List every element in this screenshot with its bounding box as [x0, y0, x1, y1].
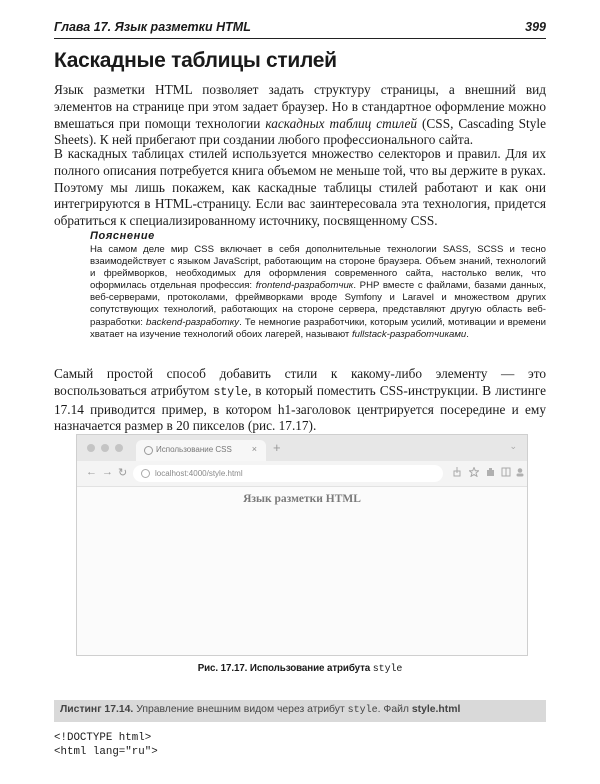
- tab-close-icon[interactable]: ×: [251, 444, 257, 454]
- address-url: localhost:4000/style.html: [155, 469, 243, 478]
- header-rule: [54, 38, 546, 39]
- tab-title: Использование CSS: [156, 445, 232, 454]
- sidebar-icon[interactable]: [501, 467, 511, 477]
- back-arrow-icon[interactable]: ←: [86, 466, 97, 478]
- browser-screenshot: [76, 434, 528, 656]
- star-icon[interactable]: [469, 467, 479, 477]
- browser-tab[interactable]: [136, 440, 266, 461]
- paragraph-1: Язык разметки HTML позволяет задать структуру страницы, а внешний вид элементов на странице при этом задает браузер. Но в стандартное оформление можно вмешаться при помощи технологии каскадных таблиц стилей (CSS, Cascading Style Sheets). К ней прибегают при создании любого профессионального сайта.: [54, 82, 546, 148]
- figure-caption: Рис. 17.17. Использование атрибута style: [197, 663, 403, 675]
- note-title: Пояснение: [90, 230, 155, 242]
- listing-title-bar: Листинг 17.14. Управление внешним видом через атрибут style. Файл style.html: [54, 700, 546, 722]
- new-tab-icon[interactable]: +: [273, 440, 281, 455]
- paragraph-2: В каскадных таблицах стилей используется множество селекторов и правил. Для их полного описания потребуется книга объемом не меньше той, что вы держите в руках. Поэтому мы лишь покажем, как каскадные таблицы стилей работают и как они интегрируются в HTML-страницу. Если вас заинтересовала эта технология, придется обратиться к специализированному источнику, посвященному CSS.: [54, 146, 546, 229]
- code-line: <!DOCTYPE html>: [54, 732, 152, 744]
- share-icon[interactable]: [452, 467, 462, 477]
- window-minimize-dot[interactable]: [101, 444, 109, 452]
- browser-tab-bar: [77, 435, 527, 461]
- chevron-down-icon[interactable]: ⌄: [509, 441, 517, 451]
- running-head: [54, 20, 546, 38]
- reload-icon[interactable]: ↻: [118, 467, 128, 479]
- forward-arrow-icon[interactable]: →: [102, 466, 113, 478]
- globe-icon: [144, 446, 153, 455]
- profile-icon[interactable]: [515, 467, 525, 477]
- window-maximize-dot[interactable]: [115, 444, 123, 452]
- rendered-h1-heading: Язык разметки HTML: [243, 493, 361, 505]
- chapter-title: Глава 17. Язык разметки HTML: [54, 20, 251, 34]
- note-text: На самом деле мир CSS включает в себя дополнительные технологии SASS, SCSS и тесно взаимодействует с языком JavaScript, работающим на стороне браузера. Объем знаний, технологий и фреймворков, необходимых для оформления современного сайта, настолько велик, что оформилась отдельная профессия: frontend-разработчик. PHP вместе с файлами, базами данных, веб-серверами, протоколами, фреймворками вроде Symfony и Laravel и множеством других сопутствующих технологий, работающих на стороне сервера, представляют другую область веб-разработки: backend-разработку. Те немногие разработчики, которым усилий, мотивации и времени хватает на изучение технологий обоих лагерей, называют fullstack-разработчиками.: [90, 244, 546, 340]
- paragraph-3: Самый простой способ добавить стили к какому-либо элементу — это воспользоваться атрибутом style, в который поместить CSS-инструкции. В листинге 17.14 приводится пример, в котором h1-заголовок центрируется посередине и ему назначается размер в 20 пикселов (рис. 17.17).: [54, 366, 547, 434]
- info-icon[interactable]: [141, 469, 150, 478]
- code-line: <html lang="ru">: [54, 746, 158, 758]
- section-title: Каскадные таблицы стилей: [54, 49, 337, 72]
- extensions-icon[interactable]: [486, 467, 496, 477]
- browser-toolbar: [77, 461, 527, 487]
- address-bar[interactable]: [133, 465, 443, 482]
- page-number: 399: [525, 20, 546, 34]
- window-close-dot[interactable]: [87, 444, 95, 452]
- code-listing: [54, 731, 158, 759]
